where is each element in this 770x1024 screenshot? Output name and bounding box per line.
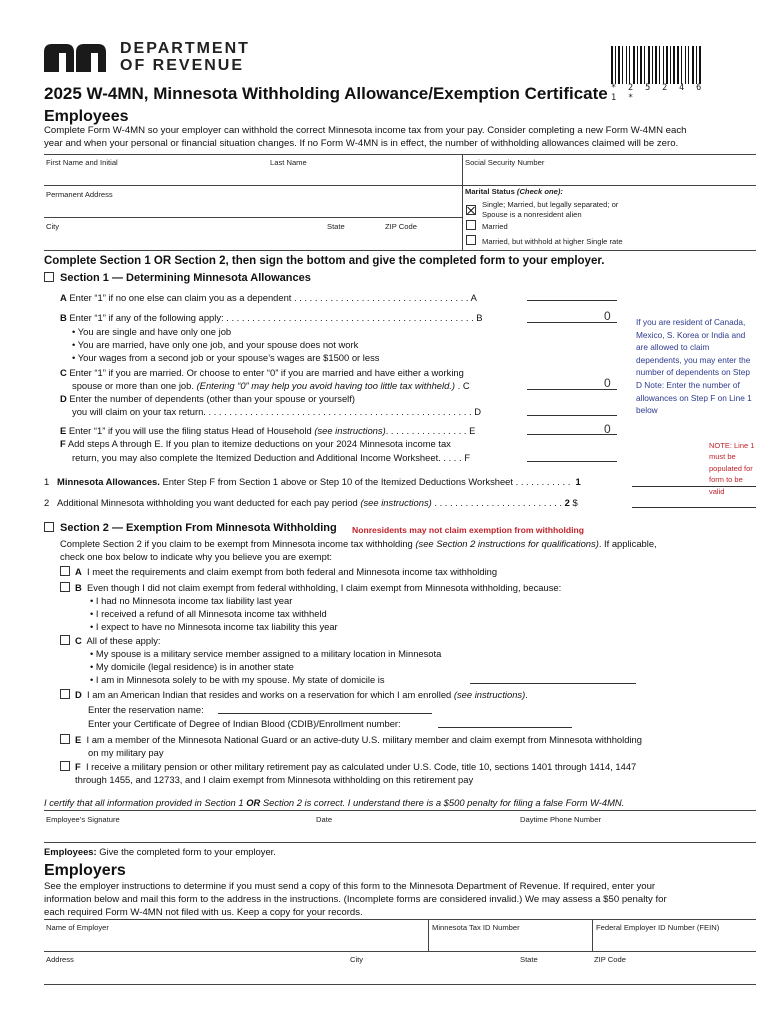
dependents-note: If you are resident of Canada, Mexico, S. Korea or India and are allowed to claim dependents, you may enter the number of dependents on Step D Note: Enter the number of allowances on Step F on Line 1 below <box>636 317 752 416</box>
domicile-state-field[interactable] <box>470 683 636 684</box>
give-to-employer: Employees: Give the completed form to your employer. <box>44 846 276 857</box>
grid-divider <box>592 919 593 951</box>
grid-line <box>44 250 756 251</box>
nonresident-warning: Nonresidents may not claim exemption from withholding <box>352 525 585 535</box>
exempt-f: F I receive a military pension or other military retirement pay as calculated under U.S. Code, title 10, sections 1401 through 1414, 1447 <box>75 761 637 772</box>
step-c-value: 0 <box>604 376 611 390</box>
exempt-c-checkbox[interactable] <box>60 635 70 645</box>
section2-checkbox[interactable] <box>44 522 54 532</box>
marital-status-label: Marital Status (Check one): <box>465 187 563 196</box>
mn-tax-id-label: Minnesota Tax ID Number <box>432 923 520 932</box>
step-f: F Add steps A through E. If you plan to itemize deductions on your 2024 Minnesota income tax <box>60 438 451 449</box>
section1-checkbox[interactable] <box>44 272 54 282</box>
address-label: Permanent Address <box>46 190 113 199</box>
employer-address-label: Address <box>46 955 74 964</box>
step-b-value: 0 <box>604 309 611 323</box>
line-2-field[interactable] <box>632 507 756 508</box>
cdib-field[interactable] <box>438 727 572 728</box>
section2-heading: Section 2 — Exemption From Minnesota Withholding <box>60 522 337 534</box>
ssn-label: Social Security Number <box>465 158 545 167</box>
step-f-field[interactable] <box>527 461 617 462</box>
section2-intro: Complete Section 2 if you claim to be exempt from Minnesota income tax withholding (see Section 2 instructions for qualifications). If applicable, <box>60 538 657 549</box>
intro-line-2: year and when your personal or financial situation changes. If no Form W-4MN is in effect, the number of withholding allowances claimed will be zero. <box>44 138 679 149</box>
section2-intro-line2: check one box below to indicate why you believe you are exempt: <box>60 551 333 562</box>
exempt-b-bullet: • I expect to have no Minnesota income tax liability this year <box>90 621 338 632</box>
signature-label: Employee’s Signature <box>46 815 120 824</box>
marital-higher-single-checkbox[interactable] <box>466 235 476 245</box>
form-title: 2025 W-4MN, Minnesota Withholding Allowance/Exemption Certificate <box>44 84 608 103</box>
marital-single-checkbox[interactable] <box>466 205 476 215</box>
step-d-line2: you will claim on your tax return. . . . . . . . . . . . . . . . . . . . . . . . . . . . . . . . . . . . . . . . . . . . . . . . . . . . D <box>72 406 481 417</box>
department-logo-text <box>120 40 250 74</box>
section1-heading: Section 1 — Determining Minnesota Allowances <box>60 272 311 284</box>
line1-required-note: NOTE: Line 1 must be populated for form to be valid <box>709 441 755 496</box>
step-c-line2: spouse or more than one job. (Entering “0” may help you avoid having too little tax withheld.) . C <box>72 380 470 391</box>
step-f-line2: return, you may also complete the Itemized Deduction and Additional Income Worksheet. . . . . F <box>72 452 470 463</box>
exempt-a-checkbox[interactable] <box>60 566 70 576</box>
section-instruction: Complete Section 1 OR Section 2, then sign the bottom and give the completed form to your employer. <box>44 255 605 267</box>
exempt-e-checkbox[interactable] <box>60 734 70 744</box>
exempt-b: B Even though I did not claim exempt from federal withholding, I claim exempt from Minnesota withholding, because: <box>75 582 562 593</box>
exempt-c-bullet: • My domicile (legal residence) is in another state <box>90 661 294 672</box>
grid-divider <box>428 919 429 951</box>
date-label: Date <box>316 815 333 824</box>
barcode-number: * 2 5 2 4 6 1 * <box>611 83 705 103</box>
zip-label: ZIP Code <box>385 222 417 231</box>
employer-zip-label: ZIP Code <box>594 955 626 964</box>
grid-line <box>44 810 756 811</box>
step-e-value: 0 <box>604 422 611 436</box>
marital-higher-single-label: Married, but withhold at higher Single rate <box>482 237 623 246</box>
grid-divider <box>462 154 463 250</box>
exempt-c-bullet: • I am in Minnesota solely to be with my spouse. My state of domicile is <box>90 674 385 685</box>
employers-intro <box>44 880 756 919</box>
exempt-b-bullet: • I had no Minnesota income tax liability last year <box>90 595 292 606</box>
exempt-e-line2: on my military pay <box>88 747 164 758</box>
employers-line-2: information below and mail this form to the address in the instructions. (Incomplete forms are considered invalid.) We may assess a $50 penalty for <box>44 894 667 905</box>
step-b: B Enter “1” if any of the following apply: . . . . . . . . . . . . . . . . . . . . . . . . . . . . . . . . . . . . . . . . . . . . . . . . B <box>60 312 483 323</box>
first-name-label: First Name and Initial <box>46 158 118 167</box>
step-a: A Enter “1” if no one else can claim you as a dependent . . . . . . . . . . . . . . . . . . . . . . . . . . . . . . . . . . A <box>60 292 477 303</box>
exempt-b-checkbox[interactable] <box>60 582 70 592</box>
step-c: C Enter “1” if you are married. Or choose to enter “0” if you are married and have either a working <box>60 367 464 378</box>
employer-name-label: Name of Employer <box>46 923 109 932</box>
marital-single-label: Single; Married, but legally separated; or Spouse is a nonresident alien <box>482 200 619 219</box>
fein-label: Federal Employer ID Number (FEIN) <box>596 923 720 932</box>
exempt-d-checkbox[interactable] <box>60 689 70 699</box>
employers-line-1: See the employer instructions to determine if you must send a copy of this form to the Minnesota Department of Revenue. If required, enter your <box>44 881 656 892</box>
exempt-f-checkbox[interactable] <box>60 761 70 771</box>
exempt-b-bullet: • I received a refund of all Minnesota income tax withheld <box>90 608 327 619</box>
step-b-bullet: • You are single and have only one job <box>72 326 231 337</box>
grid-line <box>44 217 462 218</box>
reservation-label: Enter the reservation name: <box>88 704 204 715</box>
reservation-field[interactable] <box>218 713 432 714</box>
step-d-field[interactable] <box>527 415 617 416</box>
step-e: E Enter “1” if you will use the filing status Head of Household (see instructions). . . . . . . . . . . . . . . . E <box>60 425 476 436</box>
grid-line <box>44 984 756 985</box>
employees-intro <box>44 124 756 150</box>
step-a-field[interactable] <box>527 300 617 301</box>
exempt-f-line2: through 1455, and 12733, and I claim exempt from Minnesota withholding on this retirement pay <box>75 774 474 785</box>
line-1: 1 Minnesota Allowances. Enter Step F from Section 1 above or Step 10 of the Itemized Deductions Worksheet . . . . . . . . . . . 1 <box>44 476 581 487</box>
last-name-label: Last Name <box>270 158 307 167</box>
marital-married-label: Married <box>482 222 508 231</box>
certification-statement: I certify that all information provided in Section 1 OR Section 2 is correct. I understand there is a $500 penalty for filing a false Form W-4MN. <box>44 797 625 808</box>
grid-line <box>44 154 756 155</box>
intro-line-1: Complete Form W-4MN so your employer can withhold the correct Minnesota income tax from your pay. Consider completing a new Form W-4MN each <box>44 125 687 136</box>
line-2: 2 Additional Minnesota withholding you want deducted for each pay period (see instructions) . . . . . . . . . . . . . . . . . . . . . . . . . 2 $ <box>44 497 578 508</box>
exempt-a: A I meet the requirements and claim exempt from both federal and Minnesota income tax withholding <box>75 566 498 577</box>
barcode-icon <box>611 46 711 84</box>
exempt-d: D I am an American Indian that resides and works on a reservation for which I am enrolled (see instructions). <box>75 689 528 700</box>
employer-state-label: State <box>520 955 538 964</box>
line-1-field[interactable] <box>632 486 756 487</box>
exempt-c: C All of these apply: <box>75 635 161 646</box>
exempt-c-bullet: • My spouse is a military service member assigned to a military location in Minnesota <box>90 648 441 659</box>
city-label: City <box>46 222 60 231</box>
phone-label: Daytime Phone Number <box>520 815 602 824</box>
logo-line-2: OF REVENUE <box>120 57 245 74</box>
grid-line <box>44 919 756 920</box>
employees-heading: Employees <box>44 108 129 125</box>
step-b-bullet: • Your wages from a second job or your spouse’s wages are $1500 or less <box>72 352 379 363</box>
exempt-e: E I am a member of the Minnesota National Guard or an active-duty U.S. military member and claim exempt from Minnesota withholding <box>75 734 642 745</box>
cdib-label: Enter your Certificate of Degree of Indian Blood (CDIB)/Enrollment number: <box>88 718 401 729</box>
employers-heading: Employers <box>44 862 126 879</box>
grid-line <box>44 185 756 186</box>
step-d: D Enter the number of dependents (other than your spouse or yourself) <box>60 393 355 404</box>
state-label: State <box>327 222 345 231</box>
mn-logo-icon <box>44 44 106 72</box>
employers-line-3: each required Form W-4MN not filed with us. Keep a copy for your records. <box>44 907 363 918</box>
grid-line <box>44 951 756 952</box>
logo-line-1: DEPARTMENT <box>120 40 250 57</box>
grid-line <box>44 842 756 843</box>
marital-married-checkbox[interactable] <box>466 220 476 230</box>
step-b-bullet: • You are married, have only one job, and your spouse does not work <box>72 339 358 350</box>
employer-city-label: City <box>350 955 364 964</box>
